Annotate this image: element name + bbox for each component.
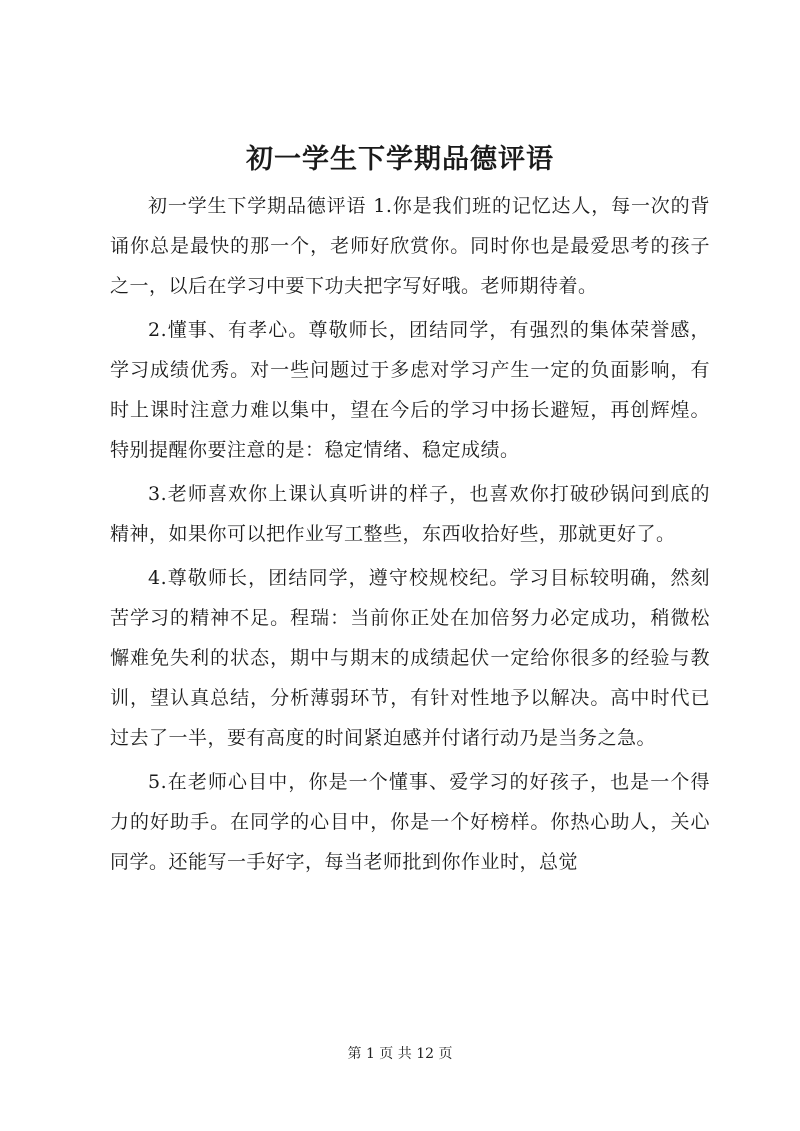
- paragraph-3: 3.老师喜欢你上课认真听讲的样子，也喜欢你打破砂锅问到底的精神，如果你可以把作业写工整些，东西收拾好些，那就更好了。: [110, 483, 710, 545]
- document-body: [110, 186, 710, 886]
- paragraph-2: 2.懂事、有孝心。尊敬师长，团结同学，有强烈的集体荣誉感，学习成绩优秀。对一些问题过于多虑对学习产生一定的负面影响，有时上课时注意力难以集中，望在今后的学习中扬长避短，再创辉煌。特别提醒你要注意的是：稳定情绪、稳定成绩。: [110, 319, 710, 461]
- paragraph-5: 5.在老师心目中，你是一个懂事、爱学习的好孩子，也是一个得力的好助手。在同学的心目中，你是一个好榜样。你热心助人，关心同学。还能写一手好字，每当老师批到你作业时，总觉: [110, 771, 710, 873]
- page-number-footer: 第 1 页 共 12 页: [347, 1046, 453, 1062]
- document-title: 初一学生下学期品德评语: [246, 144, 554, 175]
- paragraph-1: 初一学生下学期品德评语 1.你是我们班的记忆达人，每一次的背诵你总是最快的那一个，老师好欣赏你。同时你也是最爱思考的孩子之一，以后在学习中要下功夫把字写好哦。老师期待着。: [110, 195, 710, 297]
- paragraph-4: 4.尊敬师长，团结同学，遵守校规校纪。学习目标较明确，然刻苦学习的精神不足。程瑞：当前你正处在加倍努力必定成功，稍微松懈难免失利的状态，期中与期末的成绩起伏一定给你很多的经验与教训，望认真总结，分析薄弱环节，有针对性地予以解决。高中时代已过去了一半，要有高度的时间紧迫感并付诸行动乃是当务之急。: [110, 567, 710, 749]
